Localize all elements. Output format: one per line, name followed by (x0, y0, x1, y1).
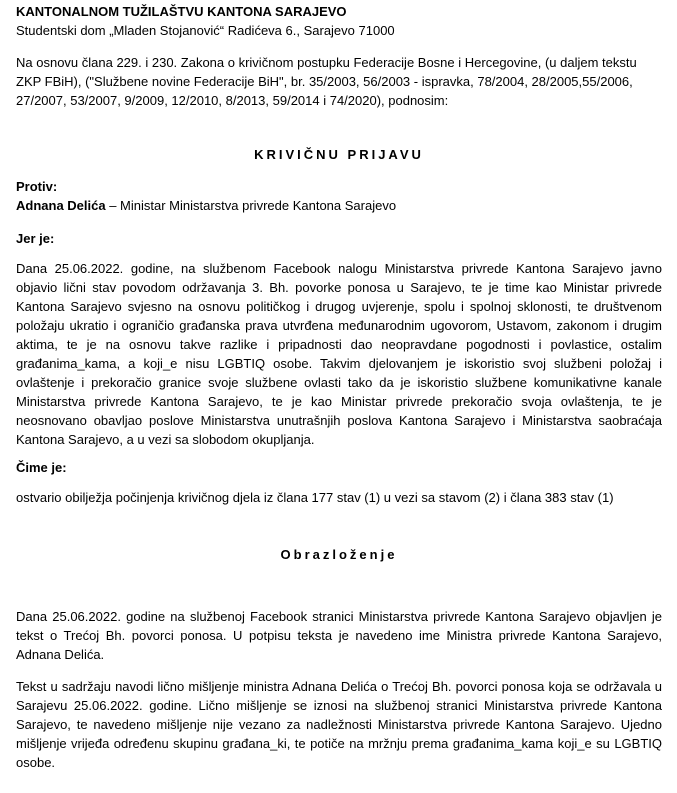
obrazlozenje-paragraph-2: Tekst u sadržaju navodi lično mišljenje ministra Adnana Delića o Trećoj Bh. povorci ponosa koja se održavala u Sarajevu 25.06.2022. godine. Lično mišljenje se iznosi na službenoj stranici Ministarstva privrede Kantona Sarajevo, te navedeno mišljenje nije vezano za nadležnosti Ministarstva privrede Kantona Sarajevo. Ujedno mišljenje vrijeđa određenu skupinu građana_ki, te potiče na mržnju prema građanima_kama koji_e su LGBTIQ osobe. (16, 679, 662, 770)
accused-line (16, 196, 662, 215)
accused-role: – Ministar Ministarstva privrede Kantona Sarajevo (105, 198, 397, 213)
recipient-address: Studentski dom „Mladen Stojanović“ Radićeva 6., Sarajevo 71000 (16, 23, 395, 38)
intro-line: Na osnovu člana 229. i 230. Zakona o krivičnom postupku Federacije Bosne i Hercegovine, (u daljem tekstu (16, 55, 637, 70)
protiv-section (16, 177, 662, 215)
address-block (16, 0, 662, 40)
jerje-paragraph: Dana 25.06.2022. godine, na službenom Facebook nalogu Ministarstva privrede Kantona Sarajevo javno objavio lični stav povodom održavanja 3. Bh. povorke ponosa u Sarajevo, te je time kao Ministar privrede Kantona Sarajevo svjesno na osnovu političkog i drugog uvjerenje, spolu i spolnoj sklonosti, te društvenom položaju ukratio i ograničio građanska prava utvrđena međunarodnim ugovorom, Ustavom, zakonom i drugim aktima, te je na osnovu takve razlike i pripadnosti dao neopravdane pogodnosti i povlastice, ostalim građanima_kama, a koji_e nisu LGBTIQ osobe. Takvim djelovanjem je iskoristio svoj službeni položaj i ovlaštenje i prekoračio granice svoje službene ovlasti tako da je iskoristio službene komunikativne kanale Ministarstva privrede Kantona Sarajevo, te je kao Ministar privrede prekoračio svoja ovlaštenja, te je neosnovano obavljao poslove Ministarstva unutrašnjih poslova Kantona Sarajevo i Ministarstva saobraćaja Kantona Sarajevo, a u vezi sa slobodom okupljanja. (16, 261, 662, 447)
intro-line: ZKP FBiH), ("Službene novine Federacije BiH", br. 35/2003, 56/2003 - ispravka, 78/2004, 28/2005,55/2006, (16, 74, 633, 89)
accused-name: Adnana Delića (16, 198, 106, 213)
protiv-label: Protiv: (16, 179, 58, 194)
obrazlozenje-title: Obrazloženje (280, 547, 398, 562)
obrazlozenje-paragraph-1: Dana 25.06.2022. godine na službenoj Facebook stranici Ministarstva privrede Kantona Sarajevo objavljen je tekst o Trećoj Bh. povorci ponosa. U potpisu teksta je navedeno ime Ministra privrede Kantona Sarajevo, Adnana Delića. (16, 609, 662, 662)
cimeje-text: ostvario obilježja počinjenja krivičnog djela iz člana 177 stav (1) u vezi sa stavom (2) i člana 383 stav (1) (16, 490, 614, 505)
intro-paragraph (16, 53, 662, 110)
jerje-label: Jer je: (16, 231, 55, 246)
cimeje-label: Čime je: (16, 460, 67, 475)
document-title: KRIVIČNU PRIJAVU (254, 147, 424, 162)
recipient-heading: KANTONALNOM TUŽILAŠTVU KANTONA SARAJEVO (16, 4, 347, 19)
intro-line: 27/2007, 53/2007, 9/2009, 12/2010, 8/2013, 59/2014 i 74/2020), podnosim: (16, 93, 449, 108)
